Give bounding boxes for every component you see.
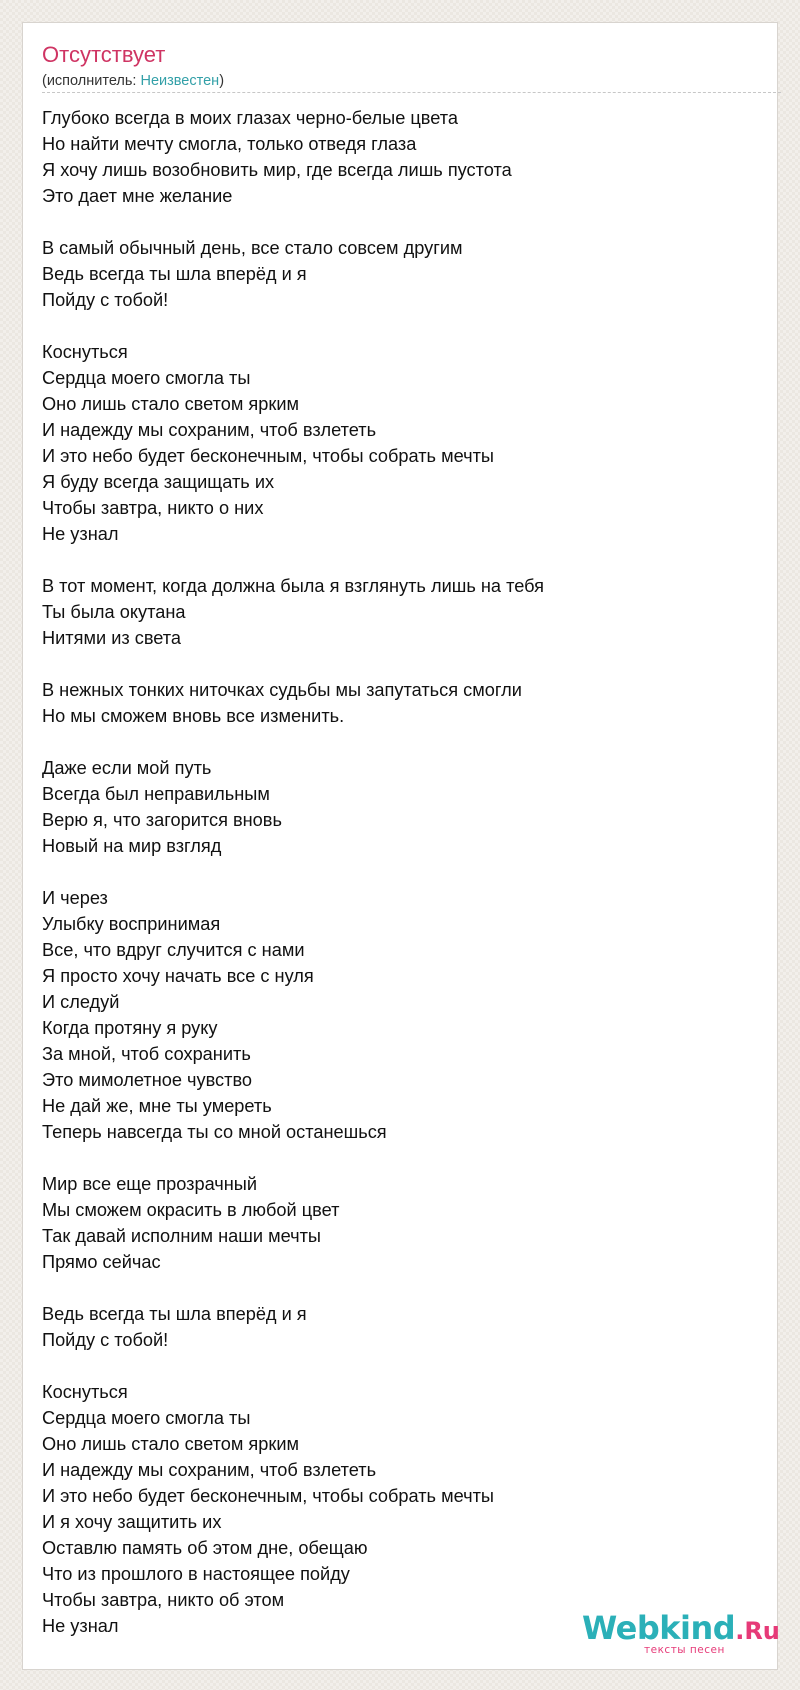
lyric-line: Всегда был неправильным <box>42 784 270 804</box>
lyric-line: Ведь всегда ты шла вперёд и я <box>42 264 307 284</box>
lyric-line: Это дает мне желание <box>42 186 233 206</box>
lyric-line: Теперь навсегда ты со мной останешься <box>42 1122 387 1142</box>
lyric-line: Я хочу лишь возобновить мир, где всегда лишь пустота <box>42 160 512 180</box>
lyric-line: Нитями из света <box>42 628 182 648</box>
lyric-line: И надежду мы сохраним, чтоб взлететь <box>42 1460 377 1480</box>
lyric-line: Пойду с тобой! <box>42 290 169 310</box>
lyric-line: Глубоко всегда в моих глазах черно-белые цвета <box>42 108 458 128</box>
lyric-line: И надежду мы сохраним, чтоб взлететь <box>42 420 377 440</box>
lyric-line: Все, что вдруг случится с нами <box>42 940 305 960</box>
lyric-line: Не дай же, мне ты умереть <box>42 1096 272 1116</box>
lyric-line: В нежных тонких ниточках судьбы мы запутаться смогли <box>42 680 522 700</box>
stanza-break <box>42 1145 757 1171</box>
artist-suffix: ) <box>219 73 225 89</box>
lyric-line: Пойду с тобой! <box>42 1330 169 1350</box>
lyric-line: Оно лишь стало светом ярким <box>42 394 300 414</box>
lyric-line: Но мы сможем вновь все изменить. <box>42 706 345 726</box>
lyric-line: И это небо будет бесконечным, чтобы собрать мечты <box>42 446 494 466</box>
lyric-line: Коснуться <box>42 1382 128 1402</box>
lyric-line: В тот момент, когда должна была я взглянуть лишь на тебя <box>42 576 544 596</box>
artist-prefix: (исполнитель: <box>42 73 141 89</box>
stanza-break <box>42 313 757 339</box>
lyric-line: Но найти мечту смогла, только отведя глаза <box>42 134 417 154</box>
lyric-line: В самый обычный день, все стало совсем другим <box>42 238 463 258</box>
stanza-break <box>42 1275 757 1301</box>
lyric-line: Ты была окутана <box>42 602 186 622</box>
webkind-logo[interactable] <box>582 1609 780 1666</box>
lyric-line: Сердца моего смогла ты <box>42 1408 251 1428</box>
lyric-line: Новый на мир взгляд <box>42 836 222 856</box>
lyric-line: И через <box>42 888 108 908</box>
artist-link[interactable]: Неизвестен <box>140 73 220 89</box>
lyrics-text <box>42 105 757 1639</box>
stanza-break <box>42 547 757 573</box>
lyric-line: Улыбку воспринимая <box>42 914 221 934</box>
lyric-line: Прямо сейчас <box>42 1252 161 1272</box>
lyric-line: И я хочу защитить их <box>42 1512 222 1532</box>
logo-tagline: тексты песен <box>644 1644 725 1656</box>
lyric-line: Я просто хочу начать все с нуля <box>42 966 314 986</box>
lyric-line: Чтобы завтра, никто об этом <box>42 1590 285 1610</box>
lyric-line: И следуй <box>42 992 120 1012</box>
lyric-line: Так давай исполним наши мечты <box>42 1226 321 1246</box>
lyric-line: Ведь всегда ты шла вперёд и я <box>42 1304 307 1324</box>
lyric-line: Чтобы завтра, никто о них <box>42 498 264 518</box>
song-title: Отсутствует <box>42 42 166 67</box>
lyric-line: Верю я, что загорится вновь <box>42 810 282 830</box>
lyric-line: Даже если мой путь <box>42 758 212 778</box>
lyric-line: Оно лишь стало светом ярким <box>42 1434 300 1454</box>
lyric-line: Когда протяну я руку <box>42 1018 218 1038</box>
lyric-line: Мир все еще прозрачный <box>42 1174 258 1194</box>
lyric-line: За мной, чтоб сохранить <box>42 1044 251 1064</box>
logo-brand: Webkind <box>582 1609 736 1647</box>
lyric-line: Оставлю память об этом дне, обещаю <box>42 1538 368 1558</box>
lyric-line: Коснуться <box>42 342 128 362</box>
lyrics-page <box>22 22 778 1670</box>
lyric-line: Мы сможем окрасить в любой цвет <box>42 1200 340 1220</box>
lyric-line: Не узнал <box>42 1616 119 1636</box>
stanza-break <box>42 209 757 235</box>
lyric-line: Что из прошлого в настоящее пойду <box>42 1564 350 1584</box>
artist-line <box>42 72 224 90</box>
lyric-line: Я буду всегда защищать их <box>42 472 275 492</box>
lyric-line: Это мимолетное чувство <box>42 1070 253 1090</box>
lyric-line: Сердца моего смогла ты <box>42 368 251 388</box>
logo-tld: .Ru <box>735 1617 780 1645</box>
lyric-line: И это небо будет бесконечным, чтобы собрать мечты <box>42 1486 494 1506</box>
stanza-break <box>42 859 757 885</box>
stanza-break <box>42 729 757 755</box>
stanza-break <box>42 651 757 677</box>
lyric-line: Не узнал <box>42 524 119 544</box>
header-divider <box>42 92 781 93</box>
stanza-break <box>42 1353 757 1379</box>
